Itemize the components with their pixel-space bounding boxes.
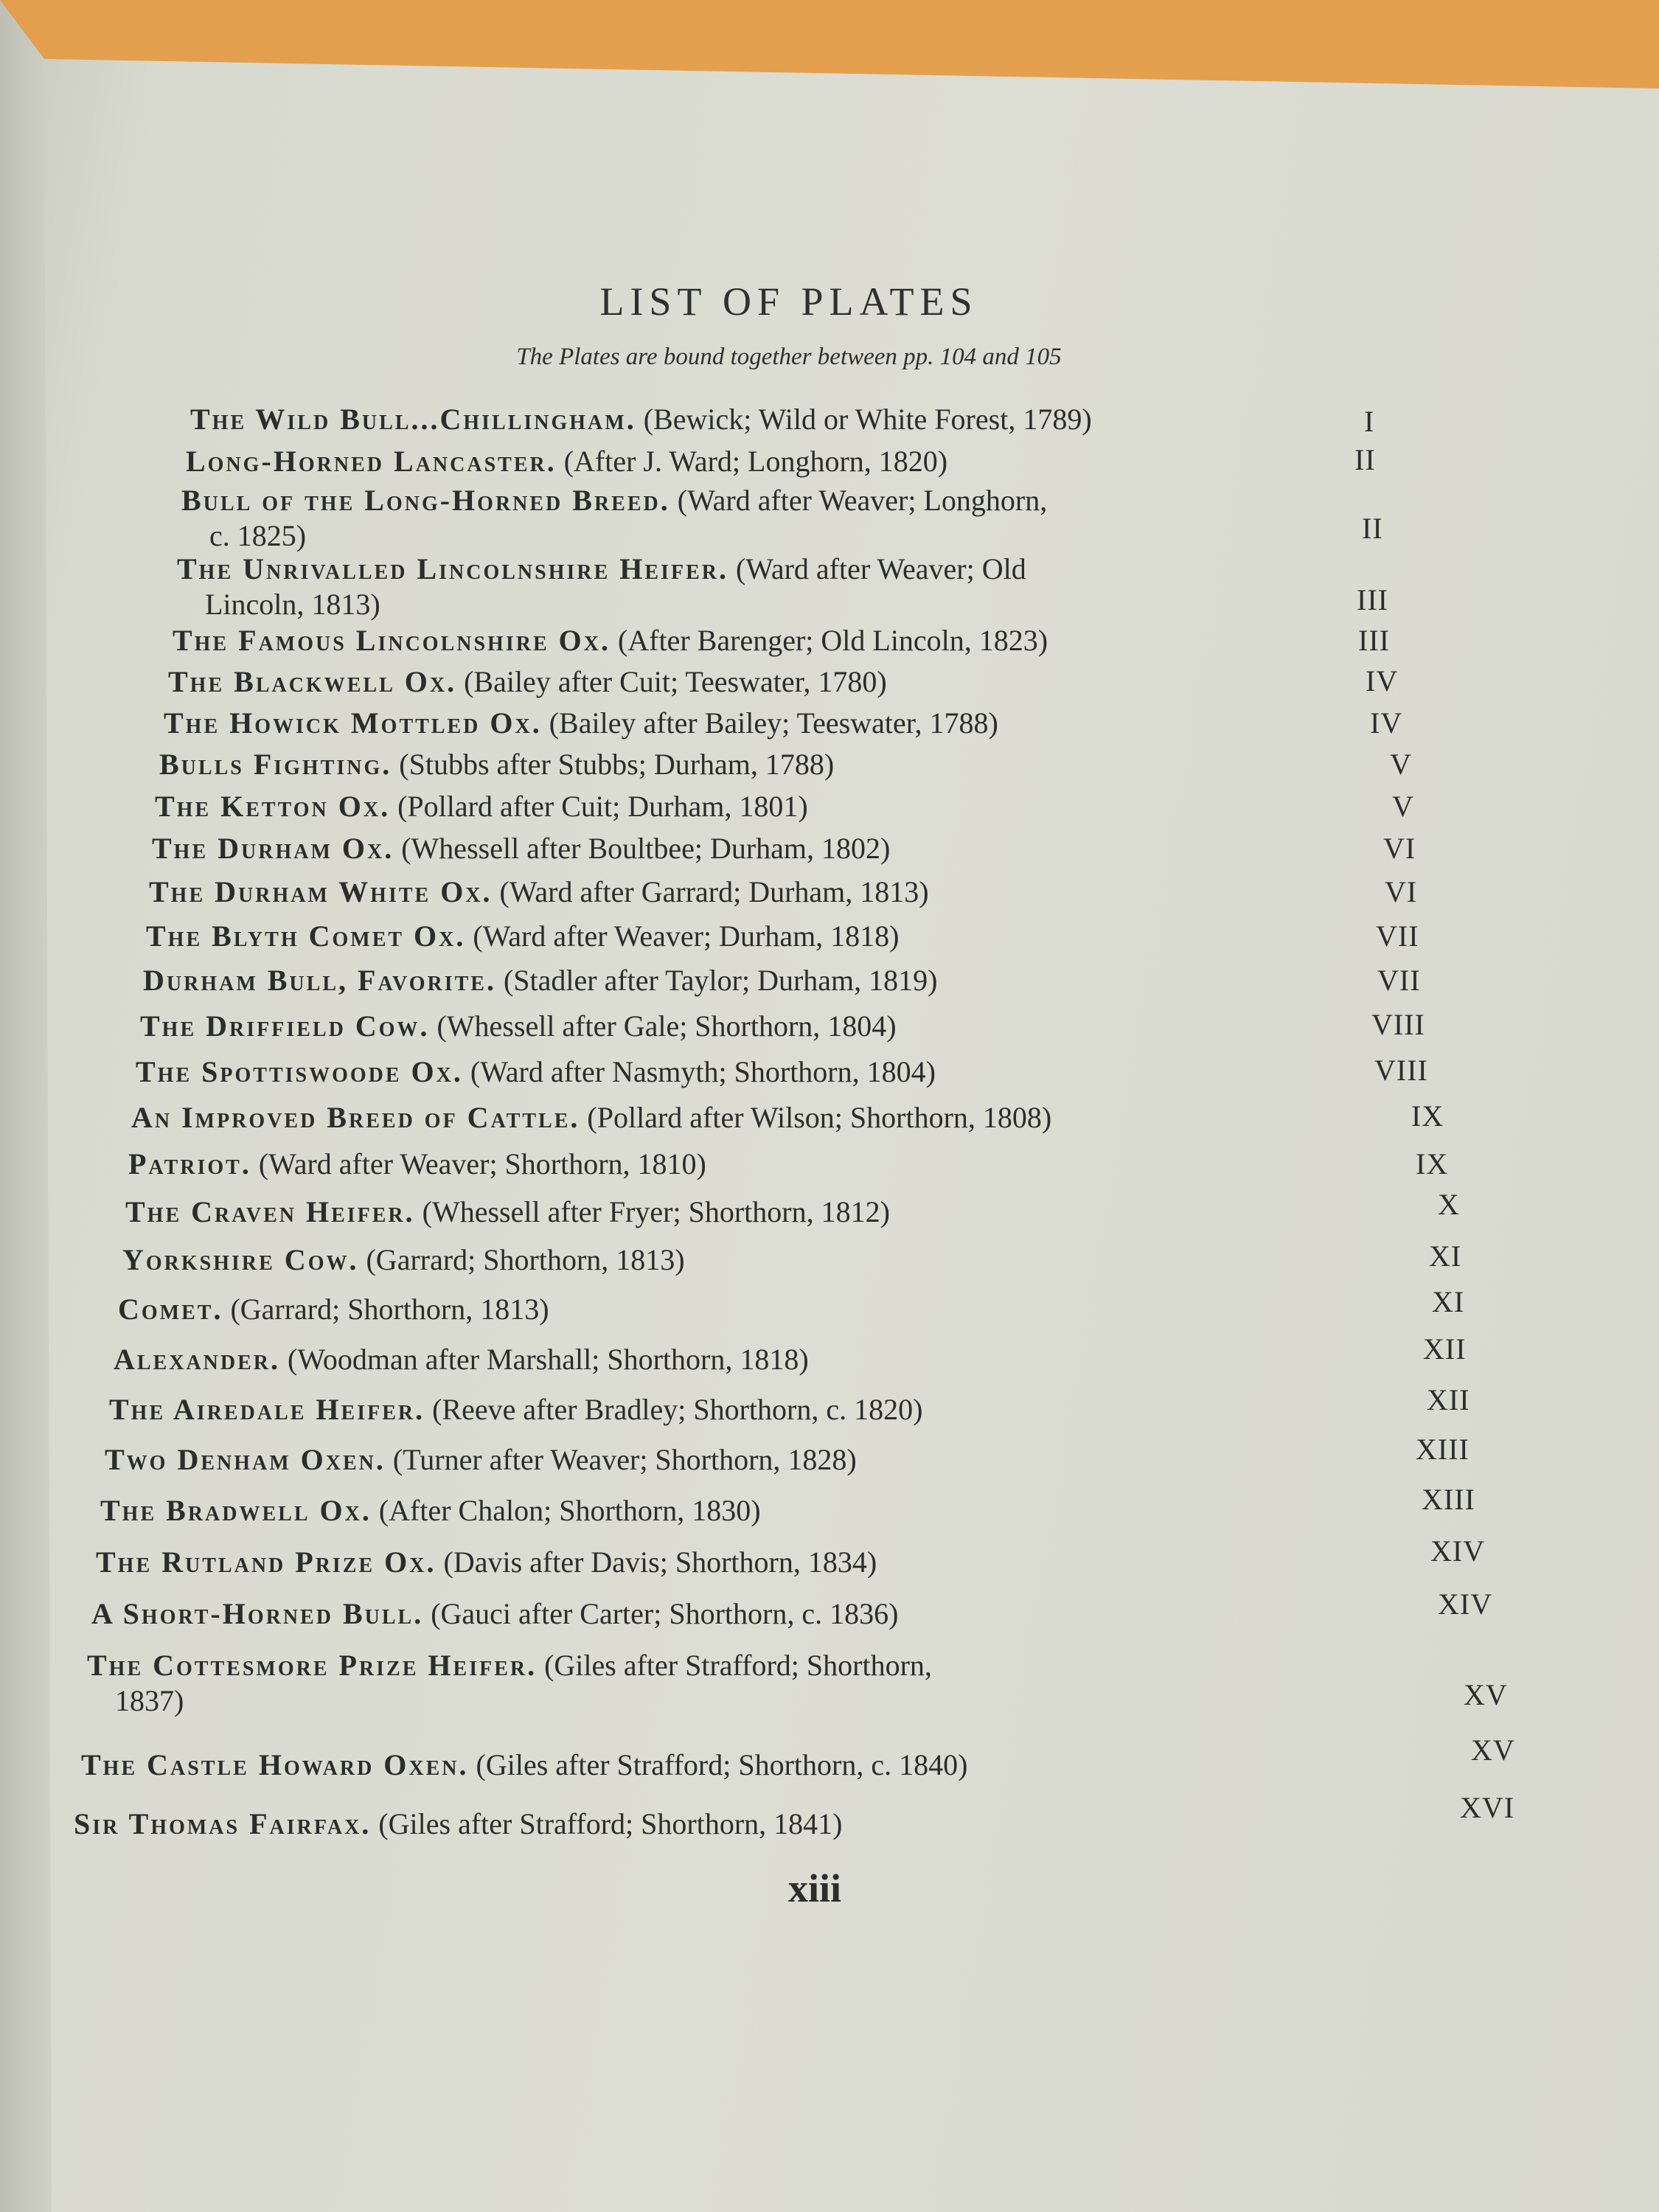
plate-numeral: VII (1377, 964, 1421, 997)
plate-numeral: V (1392, 790, 1414, 823)
plate-numeral: IX (1416, 1147, 1449, 1180)
plate-detail: (Pollard after Wilson; Shorthorn, 1808) (587, 1101, 1052, 1134)
plate-numeral: IV (1370, 706, 1403, 740)
plate-detail: (Gauci after Carter; Shorthorn, c. 1836) (431, 1597, 899, 1630)
plate-title: A Short-Horned Bull. (91, 1597, 424, 1630)
plate-detail: (Ward after Weaver; Longhorn, (677, 484, 1048, 517)
plate-numeral: III (1358, 624, 1390, 657)
plate-entry (181, 483, 1047, 554)
plate-detail: (Pollard after Cuit; Durham, 1801) (397, 790, 808, 823)
plate-detail: (Davis after Davis; Shorthorn, 1834) (443, 1545, 877, 1579)
plate-numeral: XI (1429, 1239, 1462, 1273)
plate-title: The Wild Bull...Chillingham. (190, 403, 636, 436)
plate-detail: (Bailey after Cuit; Teeswater, 1780) (464, 665, 887, 698)
plate-title: The Blyth Comet Ox. (146, 919, 466, 953)
plate-numeral: VI (1385, 875, 1418, 908)
page-subtitle: The Plates are bound together between pp. 104 and 105 (516, 344, 1062, 370)
plate-detail: (Giles after Strafford; Shorthorn, c. 1840) (476, 1748, 968, 1781)
plate-detail: (Reeve after Bradley; Shorthorn, c. 1820) (432, 1393, 923, 1426)
plate-numeral: XIV (1438, 1587, 1493, 1621)
plate-numeral: VIII (1374, 1054, 1428, 1087)
plate-title: Alexander. (114, 1343, 281, 1376)
plate-detail: (Whessell after Gale; Shorthorn, 1804) (437, 1009, 897, 1043)
plate-detail: (Ward after Nasmyth; Shorthorn, 1804) (470, 1055, 936, 1088)
plate-entry (146, 919, 900, 954)
plate-title: Patriot. (128, 1147, 251, 1180)
plate-title: Durham Bull, Favorite. (143, 964, 496, 997)
plate-entry (143, 963, 937, 998)
plate-numeral: VII (1376, 919, 1419, 953)
plate-numeral: III (1357, 583, 1388, 616)
plate-entry (122, 1242, 685, 1278)
plate-entry (118, 1292, 549, 1327)
plate-title: The Blackwell Ox. (168, 665, 457, 698)
plate-numeral: XIII (1422, 1483, 1475, 1516)
plate-entry (131, 1100, 1051, 1135)
plate-detail-continued: c. 1825) (209, 519, 307, 552)
plate-entry (96, 1545, 877, 1580)
plate-entry (114, 1342, 809, 1377)
plate-detail: (Giles after Strafford; Shorthorn, 1841) (378, 1807, 843, 1840)
plate-title: The Famous Lincolnshire Ox. (173, 624, 611, 657)
plate-title: The Spottiswoode Ox. (136, 1055, 463, 1088)
plate-title: An Improved Breed of Cattle. (131, 1101, 580, 1134)
plate-entry (164, 706, 998, 741)
plate-entry (152, 831, 890, 866)
plate-title: Comet. (118, 1293, 223, 1326)
plate-detail: (Whessell after Boultbee; Durham, 1802) (401, 832, 891, 865)
plate-detail: (Ward after Weaver; Shorthorn, 1810) (258, 1147, 706, 1180)
plate-entry (109, 1392, 922, 1427)
plate-title: The Bradwell Ox. (100, 1494, 372, 1527)
plate-detail: (Ward after Garrard; Durham, 1813) (499, 875, 929, 908)
plate-numeral: XIII (1416, 1433, 1470, 1466)
plate-entry (190, 402, 1092, 437)
plate-entry (155, 789, 808, 824)
plate-entry (177, 552, 1026, 622)
plate-title: The Cottesmore Prize Heifer. (87, 1649, 538, 1682)
page-number: xiii (787, 1866, 841, 1910)
plate-title: The Rutland Prize Ox. (96, 1545, 437, 1579)
plate-numeral: XII (1423, 1332, 1467, 1366)
plate-entry (159, 747, 834, 782)
plate-title: The Craven Heifer. (125, 1195, 415, 1228)
plate-entry (91, 1596, 898, 1632)
plate-numeral: IV (1366, 664, 1399, 698)
plate-detail: (Stadler after Taylor; Durham, 1819) (503, 964, 938, 997)
plate-detail: (Whessell after Fryer; Shorthorn, 1812) (422, 1195, 890, 1228)
plate-detail: (Ward after Weaver; Old (735, 552, 1026, 585)
plate-numeral: IX (1411, 1099, 1444, 1133)
plate-title: Long-Horned Lancaster. (186, 445, 557, 478)
plate-entry (136, 1054, 936, 1090)
plate-title: The Durham Ox. (152, 832, 394, 865)
plate-entry (149, 874, 929, 910)
plate-numeral: X (1438, 1188, 1460, 1221)
plate-entry (173, 623, 1048, 658)
plate-detail: (Stubbs after Stubbs; Durham, 1788) (399, 748, 835, 781)
plate-numeral: XIV (1430, 1534, 1486, 1568)
plate-numeral: II (1354, 443, 1376, 476)
plate-numeral: VIII (1371, 1008, 1425, 1041)
plate-title: The Unrivalled Lincolnshire Heifer. (177, 552, 728, 585)
plate-title: The Durham White Ox. (149, 875, 493, 908)
plate-title: The Castle Howard Oxen. (81, 1748, 469, 1781)
plate-entry (105, 1442, 857, 1478)
plate-title: The Howick Mottled Ox. (164, 706, 542, 740)
plate-detail: (Giles after Strafford; Shorthorn, (544, 1649, 932, 1682)
plate-detail: (Ward after Weaver; Durham, 1818) (473, 919, 900, 953)
plate-detail: (Bailey after Bailey; Teeswater, 1788) (549, 706, 998, 740)
plate-entry (168, 664, 887, 700)
plate-detail: (Bewick; Wild or White Forest, 1789) (643, 403, 1092, 436)
plate-title: Bull of the Long-Horned Breed. (181, 484, 670, 517)
plate-title: Two Denham Oxen. (105, 1443, 386, 1476)
plate-detail: (Garrard; Shorthorn, 1813) (366, 1243, 685, 1276)
plate-numeral: XV (1464, 1678, 1508, 1711)
plate-title: The Ketton Ox. (155, 790, 391, 823)
plate-title: Bulls Fighting. (159, 748, 392, 781)
plate-numeral: I (1364, 405, 1375, 438)
plate-title: Sir Thomas Fairfax. (74, 1807, 372, 1840)
plate-entry (140, 1009, 897, 1044)
plate-detail: (After J. Ward; Longhorn, 1820) (563, 445, 948, 478)
plate-numeral: XVI (1460, 1791, 1515, 1824)
plate-entry (81, 1747, 967, 1783)
plate-entry (128, 1147, 706, 1182)
plate-detail: (After Barenger; Old Lincoln, 1823) (617, 624, 1048, 657)
plate-entry (186, 444, 947, 479)
plate-entry (125, 1194, 890, 1230)
plate-numeral: XI (1432, 1285, 1465, 1318)
plate-numeral: VI (1383, 832, 1416, 865)
plate-detail-continued: 1837) (115, 1684, 184, 1717)
plate-detail: (After Chalon; Shorthorn, 1830) (378, 1494, 761, 1527)
plate-detail: (Turner after Weaver; Shorthorn, 1828) (392, 1443, 857, 1476)
plate-entry (74, 1806, 842, 1842)
plate-detail: (Garrard; Shorthorn, 1813) (230, 1293, 549, 1326)
plate-entry (87, 1648, 932, 1719)
page-title: LIST OF PLATES (599, 279, 978, 324)
plate-numeral: V (1390, 748, 1412, 781)
plate-numeral: II (1362, 512, 1383, 545)
plate-numeral: XII (1427, 1383, 1470, 1416)
plate-detail: (Woodman after Marshall; Shorthorn, 1818) (288, 1343, 809, 1376)
plate-entry (100, 1493, 761, 1528)
plate-numeral: XV (1471, 1733, 1515, 1767)
plate-detail-continued: Lincoln, 1813) (205, 588, 380, 621)
plate-title: Yorkshire Cow. (122, 1243, 359, 1276)
plate-title: The Driffield Cow. (140, 1009, 430, 1043)
plate-title: The Airedale Heifer. (109, 1393, 425, 1426)
